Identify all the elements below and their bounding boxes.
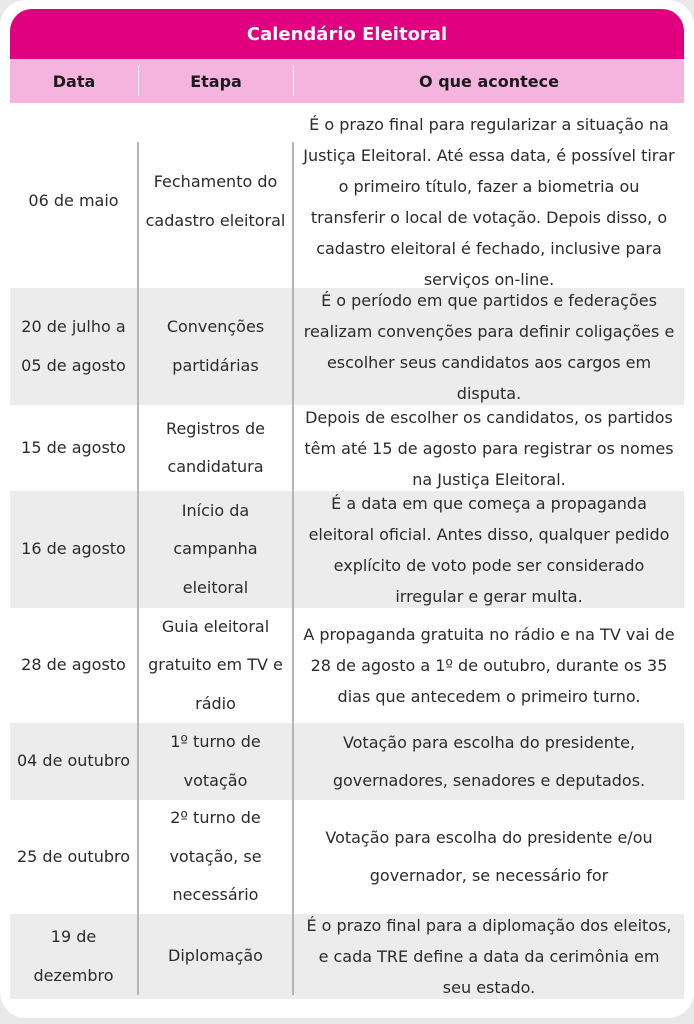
row-description: É o período em que partidos e federações realizam convenções para definir coligações e escolher seus candidatos aos cargos em disputa. [303, 290, 675, 403]
row-date: 04 de outubro [16, 751, 131, 771]
row-step: Registros de candidatura [166, 418, 265, 476]
row-description: Votação para escolha do presidente, governadores, senadores e deputados. [332, 732, 646, 790]
row-description: É a data em que começa a propaganda eleitoral oficial. Antes disso, qualquer pedido explícito de voto pode ser considerado irregular e gerar multa. [308, 493, 670, 606]
header-what: O que acontece [419, 71, 559, 91]
row-description: É o prazo final para a diplomação dos eleitos, e cada TRE define a data da cerimônia em seu estado. [306, 916, 672, 997]
row-step: 2º turno de votação, se necessário [169, 808, 262, 905]
row-date: 16 de agosto [21, 539, 126, 559]
column-divider [137, 142, 139, 995]
table-header-row [10, 59, 684, 103]
header-date: Data [52, 71, 96, 91]
row-description: É o prazo final para regularizar a situação na Justiça Eleitoral. Até essa data, é possível tirar o primeiro título, fazer a biometria ou transferir o local de votação. Depois disso, o cadastro eleitoral é fechado, inclusive para serviços on-line. [303, 114, 675, 289]
row-description: Depois de escolher os candidatos, os partidos têm até 15 de agosto para registrar os nomes na Justiça Eleitoral. [304, 407, 674, 489]
row-date: 15 de agosto [21, 437, 126, 457]
row-step: Guia eleitoral gratuito em TV e rádio [148, 616, 283, 713]
row-date: 28 de agosto [21, 655, 126, 675]
row-date: 20 de julho a 05 de agosto [21, 317, 126, 375]
table-row [10, 115, 684, 288]
row-date: 25 de outubro [16, 846, 131, 866]
row-description: Votação para escolha do presidente e/ou governador, se necessário for [325, 828, 653, 885]
table-row [10, 800, 684, 914]
row-step: Início da campanha eleitoral [173, 500, 258, 597]
row-date: 19 de dezembro [33, 927, 114, 985]
row-step: Diplomação [168, 946, 263, 966]
header-step: Etapa [190, 71, 242, 91]
table-row [10, 288, 684, 405]
table-row [10, 491, 684, 608]
row-description: A propaganda gratuita no rádio e na TV vai de 28 de agosto a 1º de outubro, durante os 35 dias que antecedem o primeiro turno. [303, 625, 675, 706]
row-step: Fechamento do cadastro eleitoral [145, 172, 286, 230]
table-row [10, 723, 684, 800]
table-row [10, 914, 684, 999]
row-date: 06 de maio [28, 191, 119, 211]
row-step: 1º turno de votação [170, 732, 261, 790]
table-row [10, 608, 684, 723]
table-row [10, 405, 684, 491]
table-title: Calendário Eleitoral [10, 9, 684, 59]
column-divider [292, 142, 294, 995]
row-step: Convenções partidárias [166, 317, 265, 375]
